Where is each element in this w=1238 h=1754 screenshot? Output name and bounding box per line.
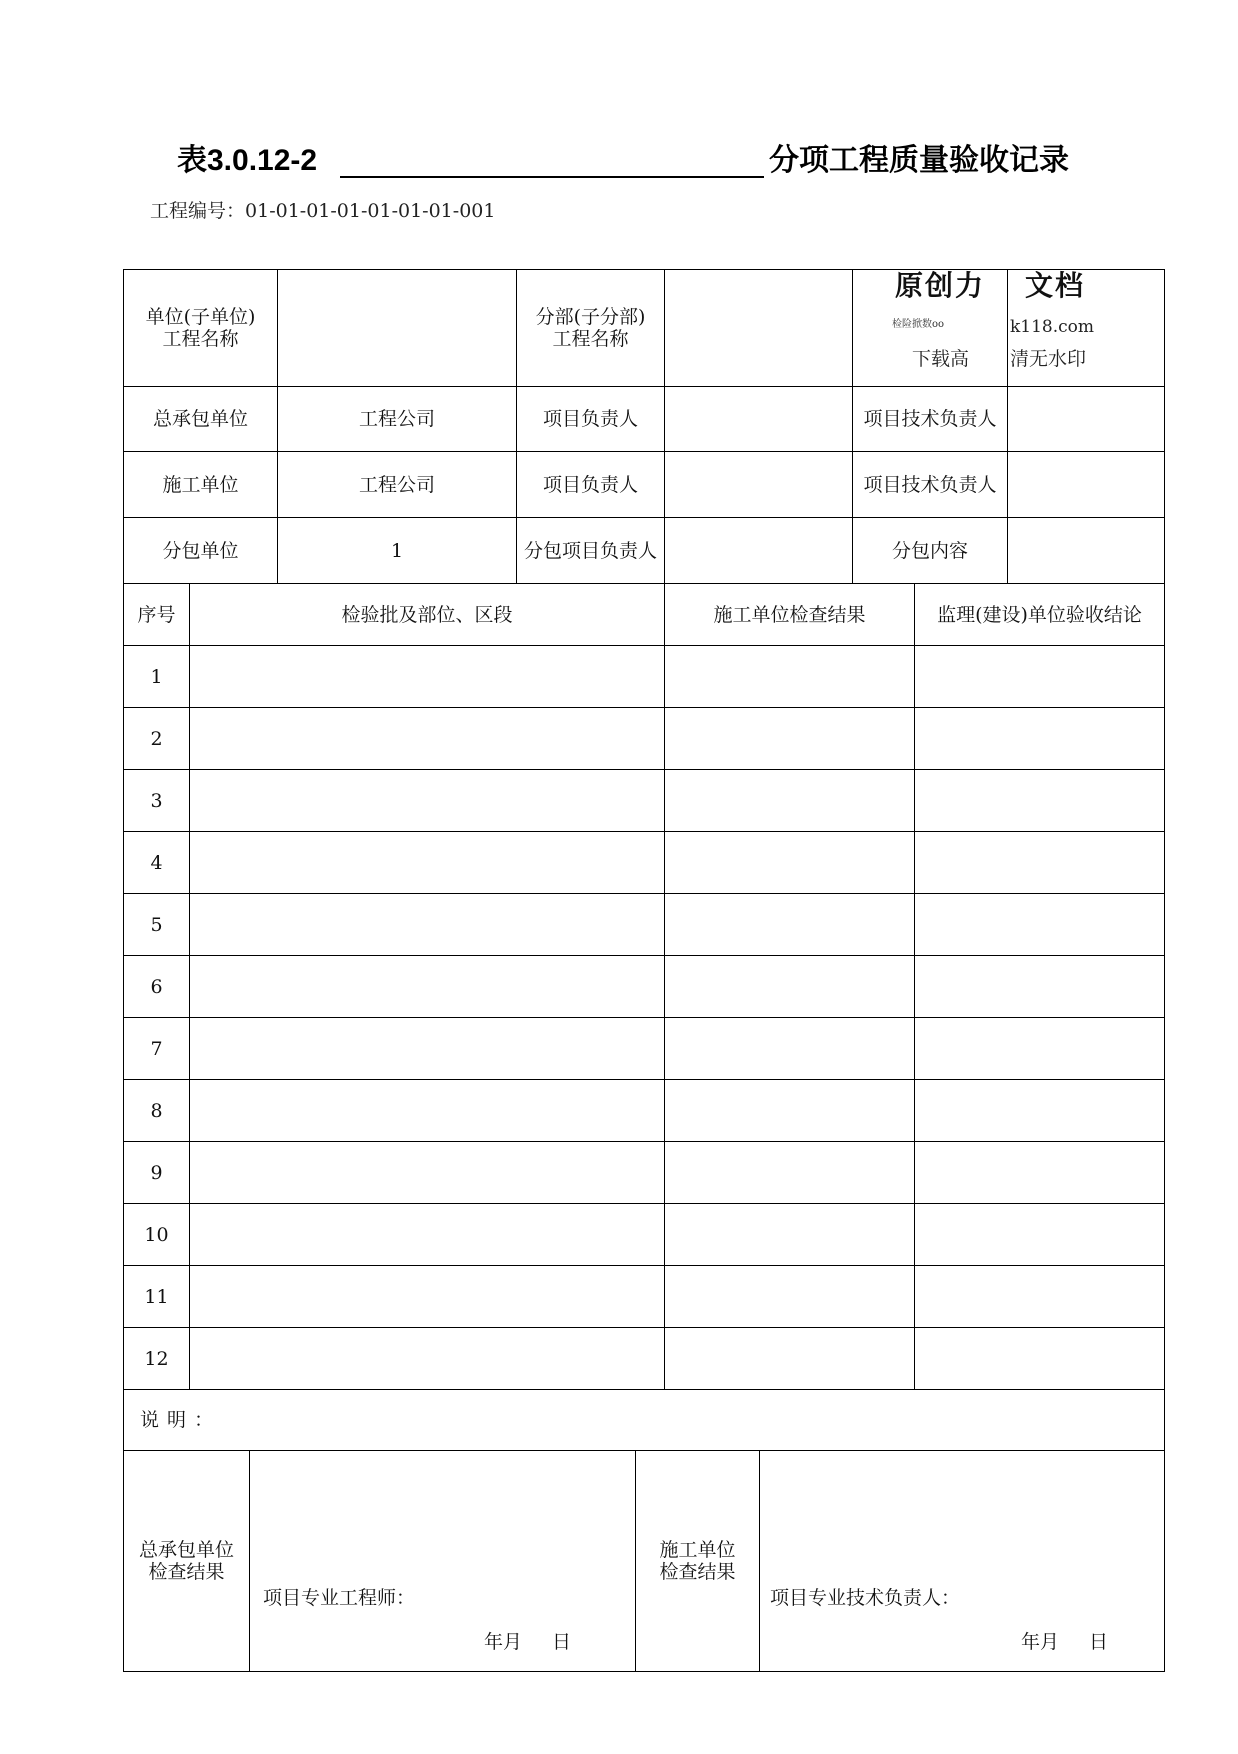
inspection-row bbox=[124, 1018, 1165, 1080]
subcontractor-value: 1 bbox=[278, 518, 517, 584]
construction-unit-check-line1: 施工单位 bbox=[659, 1539, 736, 1561]
subcontractor-content-value bbox=[1008, 518, 1165, 584]
construction-check-result-cell bbox=[665, 832, 915, 894]
project-number-label: 工程编号： bbox=[150, 200, 246, 222]
general-contractor-check-line2: 检查结果 bbox=[148, 1561, 225, 1583]
watermark-text-tiny: 检险掀数oo bbox=[892, 319, 945, 330]
inspection-lot-cell bbox=[190, 708, 665, 770]
division-project-name-value bbox=[665, 270, 853, 387]
supervision-conclusion-cell bbox=[915, 708, 1165, 770]
row-number-cell: 6 bbox=[124, 956, 190, 1018]
watermark-cell-left bbox=[853, 270, 1008, 387]
construction-unit-manager-value bbox=[665, 452, 853, 518]
tech-lead-signature-block bbox=[760, 1451, 1164, 1670]
construction-check-result-cell bbox=[665, 1018, 915, 1080]
construction-unit-label: 施工单位 bbox=[124, 452, 278, 518]
inspection-lot-cell bbox=[190, 1080, 665, 1142]
inspection-lot-cell bbox=[190, 646, 665, 708]
supervision-conclusion-cell bbox=[915, 832, 1165, 894]
general-contractor-check-line1: 总承包单位 bbox=[138, 1539, 234, 1561]
inspection-lot-cell bbox=[190, 894, 665, 956]
supervision-conclusion-cell bbox=[915, 956, 1165, 1018]
construction-unit-tech-lead-label: 项目技术负责人 bbox=[853, 452, 1008, 518]
general-contractor-label: 总承包单位 bbox=[124, 387, 278, 452]
division-project-name-label bbox=[517, 270, 665, 387]
project-number-value: 01-01-01-01-01-01-01-001 bbox=[245, 200, 496, 222]
column-header-construction-check: 施工单位检查结果 bbox=[665, 584, 915, 646]
supervision-conclusion-cell bbox=[915, 894, 1165, 956]
notes-label: 说 明 ： bbox=[124, 1390, 1165, 1451]
construction-check-result-cell bbox=[665, 1328, 915, 1390]
inspection-row bbox=[124, 708, 1165, 770]
row-number-cell: 9 bbox=[124, 1142, 190, 1204]
title-blank-line bbox=[340, 176, 764, 178]
inspection-lot-cell bbox=[190, 832, 665, 894]
inspection-lot-cell bbox=[190, 770, 665, 832]
row-number-cell: 8 bbox=[124, 1080, 190, 1142]
inspection-row bbox=[124, 1142, 1165, 1204]
watermark-site-text: k118.com bbox=[1010, 317, 1095, 337]
supervision-conclusion-cell bbox=[915, 646, 1165, 708]
engineer-date-label: 年月 bbox=[484, 1631, 523, 1653]
watermark-cell-right bbox=[1008, 270, 1165, 387]
supervision-conclusion-cell bbox=[915, 1018, 1165, 1080]
subcontractor-label: 分包单位 bbox=[124, 518, 278, 584]
construction-check-result-cell bbox=[665, 646, 915, 708]
unit-label-line2: 工程名称 bbox=[162, 328, 239, 350]
division-label-line2: 工程名称 bbox=[552, 328, 629, 350]
construction-check-result-cell bbox=[665, 708, 915, 770]
row-number-cell: 3 bbox=[124, 770, 190, 832]
inspection-rows bbox=[124, 646, 1165, 1390]
watermark-text-bottom-left: 下载高 bbox=[912, 348, 970, 370]
inspection-row bbox=[124, 770, 1165, 832]
subcontractor-row bbox=[124, 518, 1165, 584]
construction-check-result-cell bbox=[665, 894, 915, 956]
row-number-cell: 12 bbox=[124, 1328, 190, 1390]
general-contractor-value: 工程公司 bbox=[278, 387, 517, 452]
general-contractor-manager-value bbox=[665, 387, 853, 452]
supervision-conclusion-cell bbox=[915, 770, 1165, 832]
column-header-sequence: 序号 bbox=[124, 584, 190, 646]
form-title: 分项工程质量验收记录 bbox=[769, 144, 1069, 177]
row-number-cell: 7 bbox=[124, 1018, 190, 1080]
inspection-row bbox=[124, 956, 1165, 1018]
supervision-conclusion-cell bbox=[915, 1204, 1165, 1266]
inspection-lot-cell bbox=[190, 1018, 665, 1080]
watermark-left-block bbox=[853, 270, 1007, 385]
inspection-lot-cell bbox=[190, 1142, 665, 1204]
inspection-row bbox=[124, 1080, 1165, 1142]
engineer-day-label: 日 bbox=[552, 1631, 572, 1653]
general-contractor-row bbox=[124, 387, 1165, 452]
engineer-signature-block bbox=[250, 1451, 635, 1670]
construction-unit-manager-label: 项目负责人 bbox=[517, 452, 665, 518]
inspection-header-row bbox=[124, 584, 1165, 646]
engineer-signature-label: 项目专业工程师： bbox=[263, 1587, 416, 1609]
inspection-row bbox=[124, 894, 1165, 956]
unit-label-line1: 单位(子单位) bbox=[145, 306, 256, 328]
construction-check-result-cell bbox=[665, 1142, 915, 1204]
signoff-table bbox=[123, 1450, 1165, 1672]
form-table bbox=[123, 269, 1164, 1672]
general-contractor-tech-lead-label: 项目技术负责人 bbox=[853, 387, 1008, 452]
row-number-cell: 2 bbox=[124, 708, 190, 770]
construction-unit-value: 工程公司 bbox=[278, 452, 517, 518]
tech-lead-signature-label: 项目专业技术负责人： bbox=[770, 1587, 961, 1609]
signoff-row bbox=[124, 1451, 1165, 1672]
construction-unit-check-area bbox=[760, 1451, 1165, 1672]
watermark-text-bottom-right: 清无水印 bbox=[1010, 348, 1087, 370]
construction-check-result-cell bbox=[665, 1080, 915, 1142]
supervision-conclusion-cell bbox=[915, 1328, 1165, 1390]
row-number-cell: 1 bbox=[124, 646, 190, 708]
row-number-cell: 11 bbox=[124, 1266, 190, 1328]
construction-unit-row bbox=[124, 452, 1165, 518]
row-number-cell: 4 bbox=[124, 832, 190, 894]
tech-lead-day-label: 日 bbox=[1089, 1631, 1109, 1653]
watermark-right-block bbox=[1008, 270, 1164, 385]
construction-unit-tech-lead-value bbox=[1008, 452, 1165, 518]
construction-check-result-cell bbox=[665, 770, 915, 832]
inspection-lot-table bbox=[123, 583, 1165, 1451]
unit-project-name-value bbox=[278, 270, 517, 387]
row-number-cell: 10 bbox=[124, 1204, 190, 1266]
row-number-cell: 5 bbox=[124, 894, 190, 956]
construction-check-result-cell bbox=[665, 956, 915, 1018]
column-header-supervision-conclusion: 监理(建设)单位验收结论 bbox=[915, 584, 1165, 646]
inspection-lot-cell bbox=[190, 1266, 665, 1328]
unit-project-name-label bbox=[124, 270, 278, 387]
watermark-text-large-right: 文档 bbox=[1025, 269, 1086, 302]
column-header-inspection-lot: 检验批及部位、区段 bbox=[190, 584, 665, 646]
construction-check-result-cell bbox=[665, 1204, 915, 1266]
form-number-title: 表3.0.12-2 bbox=[177, 144, 318, 177]
inspection-row bbox=[124, 646, 1165, 708]
project-name-row bbox=[124, 270, 1165, 387]
construction-unit-check-label bbox=[636, 1451, 760, 1672]
supervision-conclusion-cell bbox=[915, 1266, 1165, 1328]
subcontractor-manager-value bbox=[665, 518, 853, 584]
supervision-conclusion-cell bbox=[915, 1080, 1165, 1142]
subcontractor-manager-label: 分包项目负责人 bbox=[517, 518, 665, 584]
tech-lead-date-label: 年月 bbox=[1021, 1631, 1060, 1653]
inspection-lot-cell bbox=[190, 956, 665, 1018]
inspection-row bbox=[124, 1266, 1165, 1328]
construction-check-result-cell bbox=[665, 1266, 915, 1328]
division-label-line1: 分部(子分部) bbox=[535, 306, 646, 328]
construction-unit-check-line2: 检查结果 bbox=[659, 1561, 736, 1583]
general-contractor-manager-label: 项目负责人 bbox=[517, 387, 665, 452]
watermark-text-large-left: 原创力 bbox=[895, 269, 986, 302]
subcontractor-content-label: 分包内容 bbox=[853, 518, 1008, 584]
project-info-table bbox=[123, 269, 1165, 584]
notes-row bbox=[124, 1390, 1165, 1451]
inspection-row bbox=[124, 832, 1165, 894]
supervision-conclusion-cell bbox=[915, 1142, 1165, 1204]
inspection-lot-cell bbox=[190, 1328, 665, 1390]
general-contractor-check-area bbox=[250, 1451, 636, 1672]
inspection-row bbox=[124, 1204, 1165, 1266]
inspection-row bbox=[124, 1328, 1165, 1390]
general-contractor-check-label bbox=[124, 1451, 250, 1672]
general-contractor-tech-lead-value bbox=[1008, 387, 1165, 452]
project-number-line bbox=[150, 199, 495, 223]
inspection-lot-cell bbox=[190, 1204, 665, 1266]
